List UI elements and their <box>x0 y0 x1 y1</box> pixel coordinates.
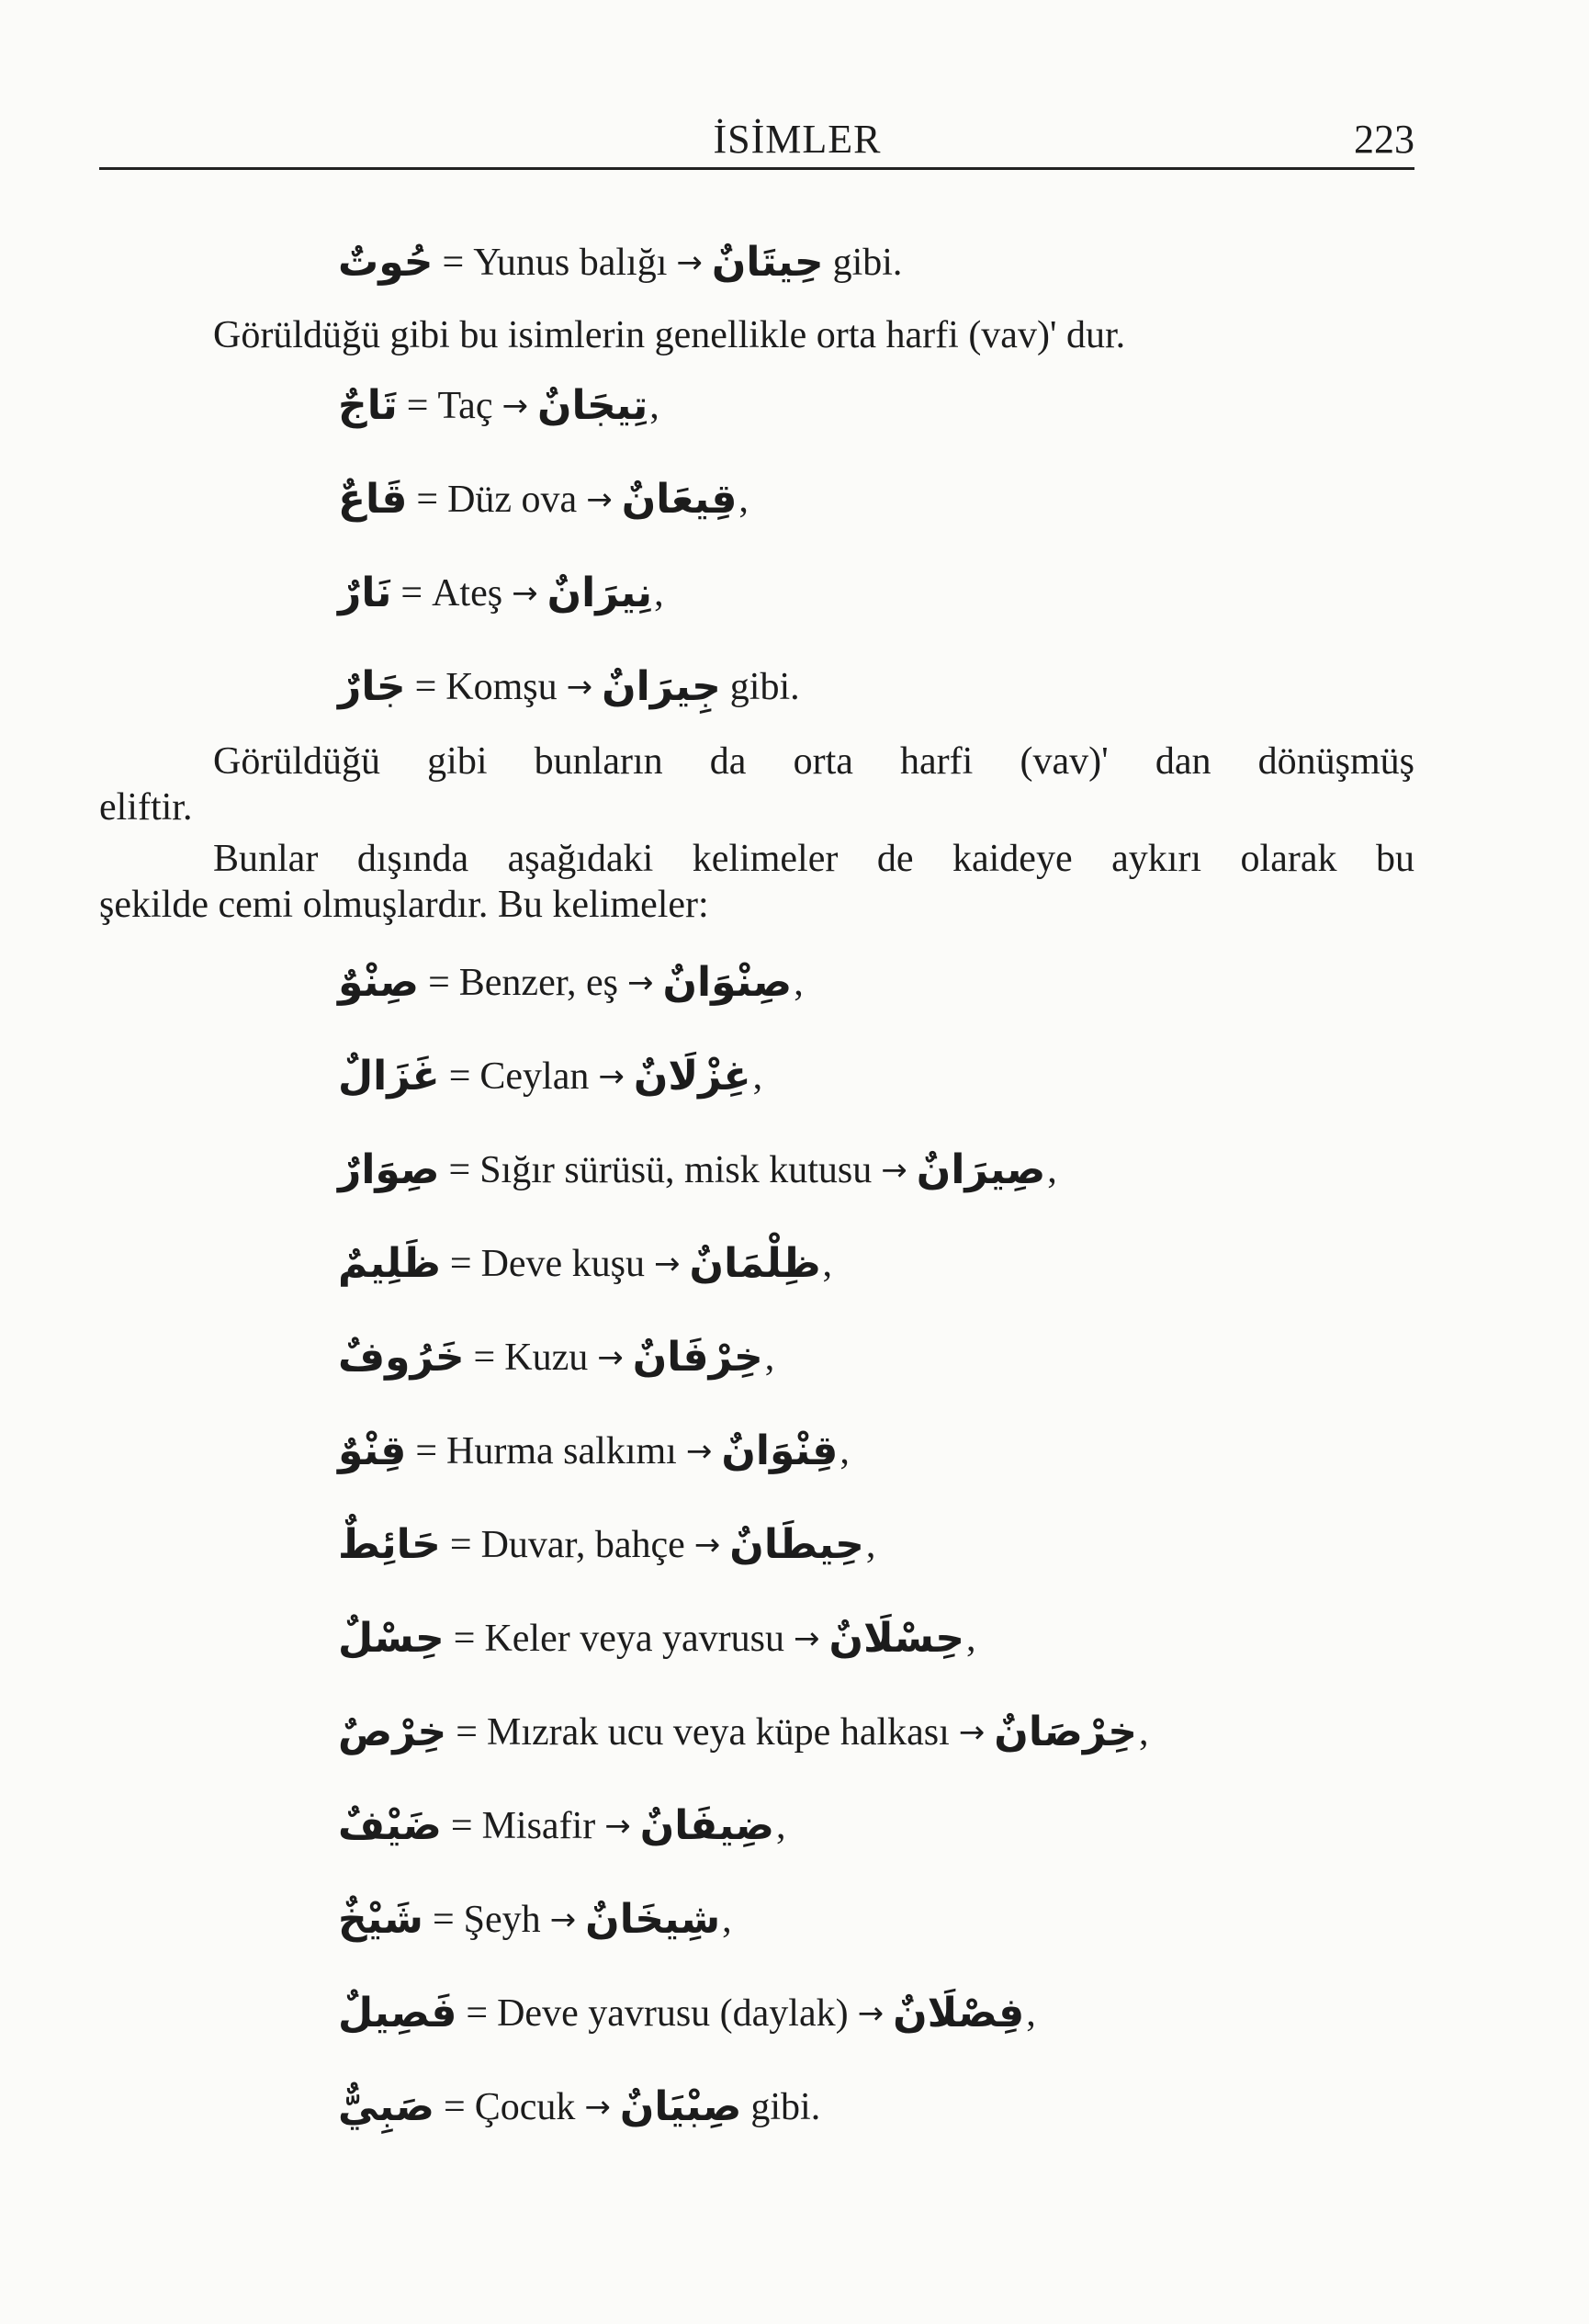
vocab-entry <box>338 1986 1036 2041</box>
entry-suffix: , <box>965 1618 976 1660</box>
arabic-singular: حِسْلٌ <box>338 1615 445 1662</box>
paragraph-2 <box>99 739 1414 830</box>
arabic-plural: فِصْلَانٌ <box>893 1990 1025 2036</box>
equals-sign: = <box>473 1337 496 1379</box>
vocab-entry <box>338 1236 832 1292</box>
meaning: Yunus balığı <box>473 242 668 284</box>
arabic-plural: صِيرَانٌ <box>916 1146 1046 1193</box>
header-rule <box>99 167 1414 170</box>
arabic-plural: ضِيفَانٌ <box>639 1802 774 1849</box>
equals-sign: = <box>453 1618 476 1660</box>
paragraph-line: Görüldüğü gibi bu isimlerin genellikle orta harfi (vav)' dur. <box>213 314 1126 356</box>
arabic-singular: فَصِيلٌ <box>338 1990 457 2036</box>
arabic-plural: صِنْوَانٌ <box>662 959 793 1006</box>
arabic-plural: جِيرَانٌ <box>602 663 721 710</box>
entry-suffix: , <box>775 1805 786 1847</box>
arabic-singular: خَرُوفٌ <box>338 1334 465 1381</box>
entry-suffix: , <box>1026 1992 1036 2035</box>
equals-sign: = <box>450 1805 473 1847</box>
arrow-right-icon: → <box>685 1433 713 1470</box>
equals-sign: = <box>449 1524 472 1566</box>
entry-suffix: , <box>865 1524 876 1566</box>
paragraph-line: şekilde cemi olmuşlardır. Bu kelimeler: <box>99 884 709 926</box>
arrow-right-icon: → <box>604 1808 631 1845</box>
equals-sign: = <box>414 666 437 708</box>
arabic-singular: صَبِيٌّ <box>338 2083 434 2130</box>
vocab-entry <box>338 1517 875 1573</box>
vocab-entry <box>338 2080 820 2135</box>
meaning: Deve kuşu <box>480 1243 646 1285</box>
page-number: 223 <box>1354 117 1414 162</box>
entry-suffix: , <box>752 1055 763 1098</box>
entry-suffix: gibi. <box>729 666 800 708</box>
entry-suffix: , <box>649 385 659 427</box>
meaning: Taç <box>437 385 493 427</box>
meaning: Benzer, eş <box>458 962 618 1004</box>
arrow-right-icon: → <box>676 244 703 281</box>
entry-suffix: , <box>764 1337 775 1379</box>
meaning: Ceylan <box>479 1055 590 1098</box>
meaning: Düz ova <box>447 479 578 521</box>
vocab-entry <box>338 660 800 715</box>
arabic-singular: خِرْصٌ <box>338 1709 447 1755</box>
entry-suffix: , <box>654 572 664 615</box>
arabic-singular: نَارٌ <box>338 570 392 616</box>
entry-suffix: , <box>738 479 749 521</box>
arabic-plural: حِسْلَانٌ <box>828 1615 964 1662</box>
arabic-singular: حُوتٌ <box>338 239 434 286</box>
entry-suffix: , <box>1138 1711 1149 1754</box>
arabic-singular: صِنْوٌ <box>338 959 420 1006</box>
equals-sign: = <box>400 572 423 615</box>
arabic-plural: شِيخَانٌ <box>585 1896 721 1943</box>
vocab-entry <box>338 1143 1057 1198</box>
arrow-right-icon: → <box>857 1995 885 2032</box>
entry-suffix: , <box>794 962 804 1004</box>
arabic-plural: نِيرَانٌ <box>547 570 653 616</box>
vocab-entry <box>338 1049 762 1104</box>
vocab-entry <box>338 1424 850 1479</box>
equals-sign: = <box>448 1149 471 1191</box>
vocab-entry <box>338 1611 975 1666</box>
arrow-right-icon: → <box>958 1714 986 1751</box>
equals-sign: = <box>428 962 450 1004</box>
equals-sign: = <box>406 385 429 427</box>
arrow-right-icon: → <box>566 669 593 705</box>
meaning: Misafir <box>481 1805 596 1847</box>
arabic-singular: قَاعٌ <box>338 476 408 523</box>
arrow-right-icon: → <box>627 965 654 1001</box>
arrow-right-icon: → <box>584 2089 611 2126</box>
equals-sign: = <box>415 1430 438 1472</box>
arrow-right-icon: → <box>597 1339 624 1376</box>
arabic-plural: قِيعَانٌ <box>621 476 738 523</box>
equals-sign: = <box>444 2086 466 2128</box>
arabic-plural: قِنْوَانٌ <box>721 1427 839 1474</box>
entry-suffix: , <box>1047 1149 1057 1191</box>
vocab-entry <box>338 1330 774 1385</box>
arabic-plural: تِيجَانٌ <box>536 382 648 429</box>
vocab-entry <box>338 1892 732 1947</box>
arrow-right-icon: → <box>881 1152 907 1189</box>
entry-suffix: , <box>822 1243 833 1285</box>
arabic-plural: غِزْلَانٌ <box>633 1053 751 1100</box>
meaning: Duvar, bahçe <box>480 1524 685 1566</box>
entry-suffix: , <box>840 1430 850 1472</box>
arrow-right-icon: → <box>501 388 528 424</box>
vocab-entry <box>338 235 902 290</box>
equals-sign: = <box>442 242 465 284</box>
arabic-singular: غَزَالٌ <box>338 1053 440 1100</box>
meaning: Keler veya yavrusu <box>484 1618 784 1660</box>
arrow-right-icon: → <box>598 1058 625 1095</box>
entry-suffix: gibi. <box>750 2086 821 2128</box>
arabic-plural: خِرْفَانٌ <box>632 1334 763 1381</box>
arabic-singular: حَائِطٌ <box>338 1521 441 1568</box>
arrow-right-icon: → <box>512 575 538 612</box>
meaning: Deve yavrusu (daylak) <box>497 1992 849 2035</box>
meaning: Ateş <box>432 572 503 615</box>
vocab-entry <box>338 378 659 434</box>
meaning: Mızrak ucu veya küpe halkası <box>486 1711 950 1754</box>
arabic-plural: ظِلْمَانٌ <box>689 1240 821 1287</box>
paragraph-line: Görüldüğü gibi bunların da orta harfi (vav)' dan dönüşmüş <box>213 740 1414 783</box>
arabic-plural: حِيطَانٌ <box>729 1521 864 1568</box>
arrow-right-icon: → <box>654 1246 681 1282</box>
meaning: Komşu <box>445 666 558 708</box>
meaning: Hurma salkımı <box>446 1430 677 1472</box>
running-title: İSİMLER <box>713 117 882 162</box>
arabic-singular: شَيْخٌ <box>338 1896 423 1943</box>
arabic-singular: ضَيْفٌ <box>338 1802 442 1849</box>
equals-sign: = <box>416 479 439 521</box>
equals-sign: = <box>432 1899 455 1941</box>
arabic-singular: صِوَارٌ <box>338 1146 440 1193</box>
equals-sign: = <box>466 1992 489 2035</box>
paragraph-line: Bunlar dışında aşağıdaki kelimeler de kaideye aykırı olarak bu <box>213 838 1414 880</box>
paragraph-line: eliftir. <box>99 786 193 829</box>
meaning: Şeyh <box>463 1899 541 1941</box>
meaning: Sığır sürüsü, misk kutusu <box>479 1149 873 1191</box>
arabic-plural: صِبْيَانٌ <box>619 2083 742 2130</box>
vocab-entry <box>338 472 749 527</box>
paragraph-1 <box>99 312 1414 358</box>
vocab-entry <box>338 1705 1148 1760</box>
page-header <box>99 112 1414 171</box>
arabic-plural: حِيتَانٌ <box>711 239 824 286</box>
arabic-plural: خِرْصَانٌ <box>994 1709 1137 1755</box>
arrow-right-icon: → <box>793 1620 820 1657</box>
arrow-right-icon: → <box>693 1527 721 1563</box>
arabic-singular: قِنْوٌ <box>338 1427 407 1474</box>
paragraph-3 <box>99 836 1414 928</box>
meaning: Çocuk <box>474 2086 576 2128</box>
arrow-right-icon: → <box>549 1901 577 1938</box>
arabic-singular: تَاجٌ <box>338 382 398 429</box>
entry-suffix: gibi. <box>832 242 903 284</box>
equals-sign: = <box>448 1055 471 1098</box>
vocab-entry <box>338 566 664 621</box>
arrow-right-icon: → <box>586 481 613 518</box>
vocab-entry <box>338 1799 785 1854</box>
equals-sign: = <box>456 1711 478 1754</box>
meaning: Kuzu <box>504 1337 589 1379</box>
arabic-singular: ظَلِيمٌ <box>338 1240 441 1287</box>
entry-suffix: , <box>722 1899 732 1941</box>
equals-sign: = <box>449 1243 472 1285</box>
arabic-singular: جَارٌ <box>338 663 406 710</box>
vocab-entry <box>338 955 804 1010</box>
